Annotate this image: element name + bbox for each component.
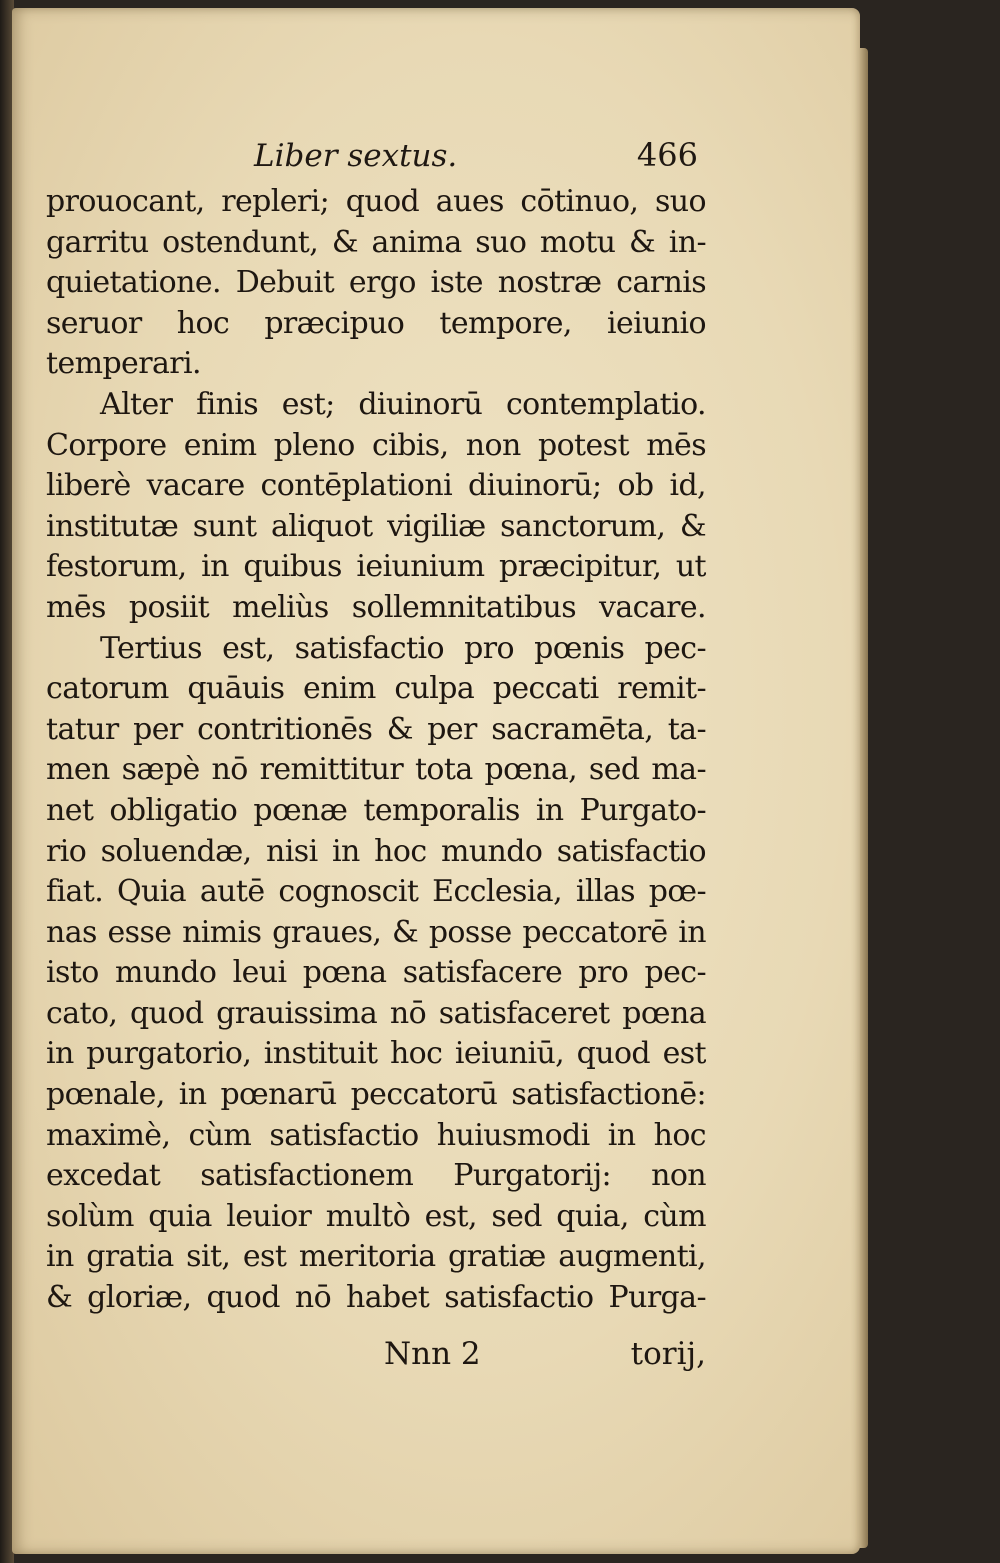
text-line: catorum quāuis enim culpa peccati remit- [46, 671, 706, 707]
text-line: fiat. Quia autē cognoscit Ecclesia, illas pœ- [46, 874, 706, 910]
text-line: institutæ sunt aliquot vigiliæ sanctorum, & [46, 508, 706, 544]
text-line: prouocant, repleri; quod aues cōtinuo, suo [46, 184, 706, 219]
text-line: net obligatio pœnæ temporalis in Purgato- [46, 792, 706, 828]
text-line: Corpore enim pleno cibis, non potest mēs [46, 427, 706, 463]
text-line: Tertius est, satisfactio pro pœnis pec- [100, 630, 706, 666]
running-title: Liber sextus. [254, 138, 458, 174]
text-line: mēs posiit meliùs sollemnitatibus vacare. [46, 589, 706, 625]
text-line: temperari. [46, 346, 201, 382]
text-line: Alter finis est; diuinorū contemplatio. [100, 386, 706, 422]
signature-mark: Nnn 2 [384, 1336, 481, 1372]
text-line: pœnale, in pœnarū peccatorū satisfactionē: [46, 1077, 706, 1113]
text-line: isto mundo leui pœna satisfacere pro pec- [46, 955, 706, 991]
text-line: maximè, cùm satisfactio huiusmodi in hoc [46, 1117, 706, 1153]
footer-line [46, 1336, 706, 1380]
text-line: cato, quod grauissima nō satisfaceret pœna [46, 995, 706, 1031]
catchword: torij, [630, 1336, 706, 1372]
text-line: in purgatorio, instituit hoc ieiuniū, quod est [46, 1036, 706, 1072]
text-line: garritu ostendunt, & anima suo motu & in- [46, 224, 706, 260]
text-line: in gratia sit, est meritoria gratiæ augmenti, [46, 1239, 706, 1275]
running-head [42, 136, 702, 180]
text-line: tatur per contritionēs & per sacramēta, ta- [46, 711, 706, 747]
text-line: men sæpè nō remittitur tota pœna, sed ma- [46, 752, 706, 788]
text-line: solùm quia leuior multò est, sed quia, cùm [46, 1198, 706, 1234]
text-line: seruor hoc præcipuo tempore, ieiunio [46, 305, 706, 341]
book-page [12, 8, 860, 1554]
body-text [46, 182, 706, 1319]
text-line: rio soluendæ, nisi in hoc mundo satisfactio [46, 833, 706, 869]
page-number: 466 [636, 136, 698, 174]
text-line: quietatione. Debuit ergo iste nostræ carnis [46, 265, 706, 301]
text-line: excedat satisfactionem Purgatorij: non [46, 1158, 706, 1194]
text-line: liberè vacare contēplationi diuinorū; ob id, [46, 468, 706, 504]
text-line: festorum, in quibus ieiunium præcipitur, ut [46, 549, 706, 585]
text-line: nas esse nimis graues, & posse peccatorē in [46, 914, 706, 950]
text-line: & gloriæ, quod nō habet satisfactio Purga- [46, 1280, 706, 1316]
